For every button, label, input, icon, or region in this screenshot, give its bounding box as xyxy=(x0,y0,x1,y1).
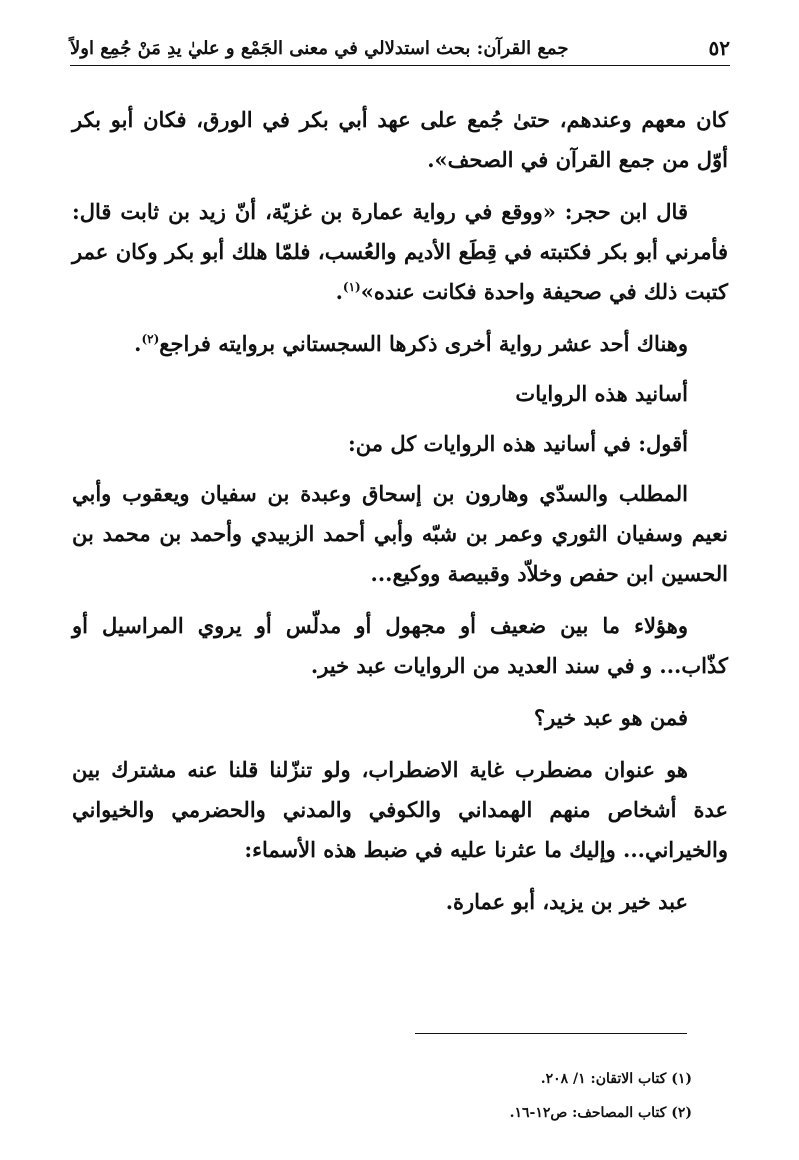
paragraph: عبد خير بن يزيد، أبو عمارة. xyxy=(445,889,688,914)
sentence-end: . xyxy=(335,279,343,304)
footnote-ref[interactable]: (٢) xyxy=(141,332,160,346)
header-rule xyxy=(70,65,730,66)
paragraph xyxy=(72,324,728,364)
page-number: ٥٢ xyxy=(708,36,730,60)
footnote-rule xyxy=(415,1033,687,1034)
sentence-end: . xyxy=(134,331,142,356)
section-heading: أسانيد هذه الروايات xyxy=(515,381,688,406)
running-title: جمع القرآن: بحث استدلالي في معنى الجَمْع و عليٰ يدِ مَنْ جُمِع اولاً xyxy=(70,37,569,59)
paragraph-text: وهناك أحد عشر رواية أخرى ذكرها السجستاني بروايته فراجع xyxy=(159,331,688,356)
paragraph: وهؤلاء ما بين ضعيف أو مجهول أو مدلّس أو يروي المراسيل أو كذّاب... و في سند العديد من الروايات عبد خير. xyxy=(72,613,728,678)
footnotes xyxy=(72,1062,692,1130)
paragraph: فمن هو عبد خير؟ xyxy=(534,705,688,730)
footnote: (١) كتاب الاتقان: ١/ ٢٠٨. xyxy=(540,1071,692,1087)
paragraph xyxy=(72,192,728,312)
paragraph: كان معهم وعندهم، حتىٰ جُمع على عهد أبي بكر في الورق، فكان أبو بكر أوّل من جمع القرآن في الصحف». xyxy=(72,107,728,172)
footnote: (٢) كتاب المصاحف: ص١٢-١٦. xyxy=(509,1105,692,1121)
footnote-ref[interactable]: (١) xyxy=(342,280,361,294)
paragraph: أقول: في أسانيد هذه الروايات كل من: xyxy=(348,431,688,456)
paragraph: المطلب والسدّي وهارون بن إسحاق وعبدة بن سفيان ويعقوب وأبي نعيم وسفيان الثوري وعمر بن شبّه وأبي أحمد الزبيدي وأحمد بن محمد بن الحسين ابن حفص وخلاّد وقبيصة ووكيع... xyxy=(72,481,728,586)
running-header xyxy=(70,30,730,66)
paragraph-text: قال ابن حجر: «ووقع في رواية عمارة بن غزيّة، أنّ زيد بن ثابت قال: فأمرني أبو بكر فكتبته في قِطَع الأديم والعُسب، فلمّا هلك أبو بكر وكان عمر كتبت ذلك في صحيفة واحدة فكانت عنده» xyxy=(72,199,728,304)
paragraph: هو عنوان مضطرب غاية الاضطراب، ولو تنزّلنا قلنا عنه مشترك بين عدة أشخاص منهم الهمداني والكوفي والمدني والحضرمي والخيواني والخيراني... وإليك ما عثرنا عليه في ضبط هذه الأسماء: xyxy=(72,757,728,862)
body-text xyxy=(72,100,728,934)
